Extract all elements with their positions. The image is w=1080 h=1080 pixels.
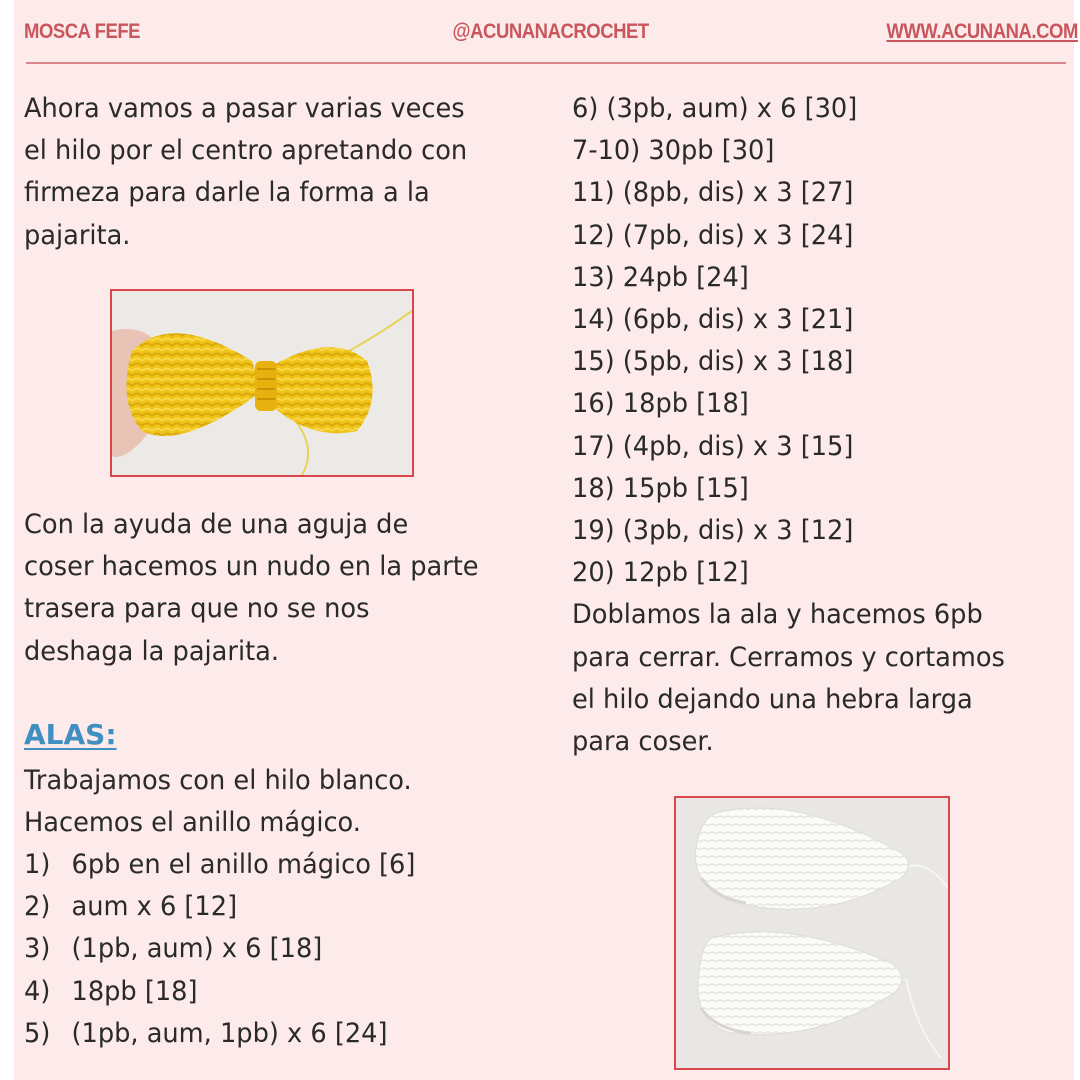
round-number: 1)	[24, 849, 51, 880]
intro-line: pajarita.	[24, 219, 131, 251]
wings-intro-line: Trabajamos con el hilo blanco.	[24, 765, 412, 796]
bow-photo	[110, 289, 414, 477]
list-item	[24, 971, 415, 1013]
wings-intro-line: Hacemos el anillo mágico.	[24, 807, 361, 839]
knot-paragraph	[24, 504, 479, 673]
list-item	[24, 844, 415, 886]
right-rounds-list	[572, 88, 1005, 763]
knot-line: trasera para que no se nos	[24, 593, 370, 625]
list-item: 18) 15pb [15]	[572, 472, 749, 504]
intro-line: Ahora vamos a pasar varias veces	[24, 93, 465, 124]
round-text: (1pb, aum, 1pb) x 6 [24]	[71, 1017, 388, 1049]
round-number: 3)	[24, 933, 51, 965]
intro-line: el hilo por el centro apretando con	[24, 135, 468, 167]
knot-line: Con la ayuda de una aguja de	[24, 509, 409, 540]
knot-line: coser hacemos un nudo en la parte	[24, 551, 479, 583]
list-item: 12) (7pb, dis) x 3 [24]	[572, 219, 854, 251]
intro-paragraph	[24, 88, 467, 257]
website-link[interactable]: WWW.ACUNANA.COM	[886, 20, 1078, 43]
pattern-title: MOSCA FEFE	[24, 20, 141, 43]
list-item: 20) 12pb [12]	[572, 557, 749, 589]
round-text: 18pb [18]	[71, 975, 198, 1007]
header-divider	[26, 62, 1066, 64]
round-number: 4)	[24, 975, 51, 1007]
list-item: 13) 24pb [24]	[572, 261, 749, 293]
knot-line: deshaga la pajarita.	[24, 635, 280, 667]
pattern-page	[14, 0, 1078, 1080]
wings-photo	[674, 796, 950, 1070]
list-item	[24, 1013, 415, 1055]
list-item: 17) (4pb, dis) x 3 [15]	[572, 430, 854, 462]
intro-line: firmeza para darle la forma a la	[24, 177, 430, 209]
closing-line: para cerrar. Cerramos y cortamos	[572, 641, 1005, 673]
closing-line: para coser.	[572, 726, 714, 758]
list-item: 15) (5pb, dis) x 3 [18]	[572, 346, 854, 378]
wings-heading: ALAS:	[24, 718, 117, 751]
page-header	[24, 16, 1078, 48]
list-item: 7-10) 30pb [30]	[572, 135, 775, 167]
instagram-handle[interactable]: @ACUNANACROCHET	[452, 20, 649, 43]
list-item: 6) (3pb, aum) x 6 [30]	[572, 93, 858, 124]
closing-line: Doblamos la ala y hacemos 6pb	[572, 599, 983, 631]
list-item: 16) 18pb [18]	[572, 388, 749, 420]
list-item: 19) (3pb, dis) x 3 [12]	[572, 515, 854, 547]
list-item: 11) (8pb, dis) x 3 [27]	[572, 177, 854, 209]
round-number: 5)	[24, 1017, 51, 1049]
round-text: (1pb, aum) x 6 [18]	[71, 933, 323, 965]
wings-intro	[24, 760, 412, 844]
closing-line: el hilo dejando una hebra larga	[572, 683, 973, 715]
wings-rounds-list	[24, 844, 415, 1055]
list-item	[24, 886, 415, 928]
round-text: 6pb en el anillo mágico [6]	[71, 849, 416, 880]
round-number: 2)	[24, 891, 51, 923]
list-item: 14) (6pb, dis) x 3 [21]	[572, 304, 854, 336]
list-item	[24, 928, 415, 970]
round-text: aum x 6 [12]	[71, 891, 238, 923]
